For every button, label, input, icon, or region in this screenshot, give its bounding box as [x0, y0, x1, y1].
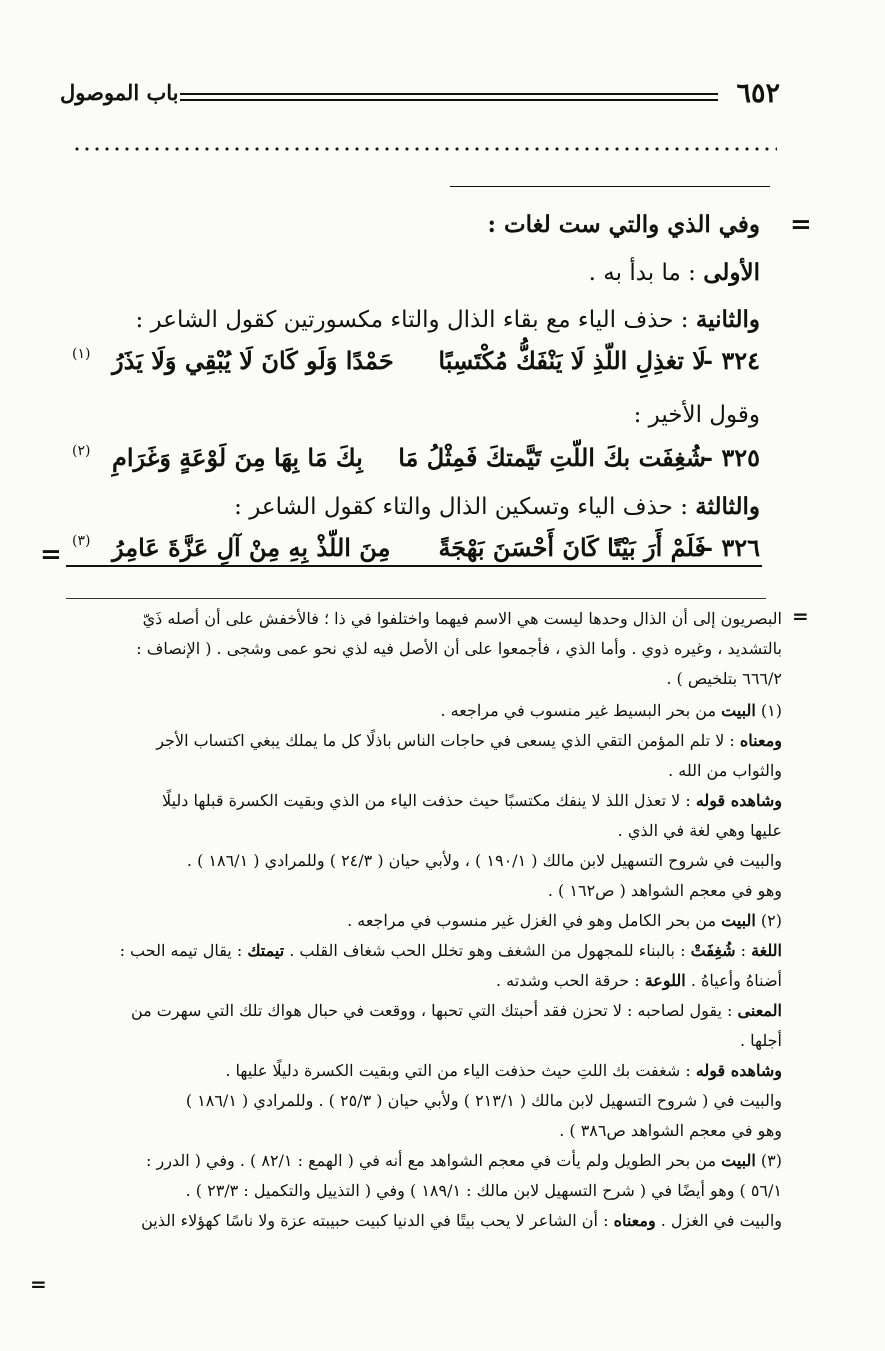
witness-lead: وشاهده قوله [695, 1061, 782, 1080]
witness-text: : شغفت بك اللتِ حيث حذفت الياء من التي وبقيت الكسرة دليلًا عليها . [225, 1061, 691, 1080]
footnote-1-witness [162, 790, 782, 812]
verse-first-hemistich: لَا تغذِلِ اللّذِ لَا يَنْفَكُّ مُكْتَسِبًا [438, 346, 706, 375]
footnote-continuation-mark-end: = [30, 1272, 47, 1296]
footnote-1-lead: البيت [721, 701, 756, 720]
lugha-lead: اللغة [751, 941, 782, 960]
continuation-mark-verse: = [40, 540, 62, 570]
footnote-ref: (٣) [72, 533, 91, 549]
footnote-line: أجلها . [739, 1031, 782, 1050]
footnote-3-line [146, 1150, 782, 1172]
meaning-text: : أن الشاعر لا يحب بيتًا في الدنيا كبيت حبيبته عزة ولا ناسًا كهؤلاء الذين [141, 1211, 609, 1230]
footnote-line: وهو في معجم الشواهد ( ص١٦٢ ) . [547, 881, 782, 900]
footnote-2-number: (٢) [760, 911, 782, 930]
continuation-mark: = [790, 210, 812, 240]
second-form-line [135, 306, 760, 333]
third-form-lead: والثالثة [695, 493, 760, 520]
footnote-3-text: من بحر الطويل ولم يأت في معجم الشواهد مع أنه في ( الهمع : ٨٢/١ ) . وفي ( الدرر : [145, 1151, 717, 1170]
law3a-text: : حرقة الحب وشدته . [495, 971, 640, 990]
footnote-3-number: (٣) [760, 1151, 782, 1170]
intro-line: وفي الذي والتي ست لغات : [487, 211, 760, 238]
first-form-line [589, 259, 760, 286]
footnote-continuation-mark: = [792, 604, 809, 628]
footnote-ref: (٢) [72, 443, 91, 459]
lugha-word: شُغِفَتْ [690, 941, 736, 960]
footnote-3-meaning [141, 1210, 782, 1232]
verse-number: ٣٢٤ - [703, 346, 760, 375]
verse-324 [60, 346, 760, 390]
verse-325 [60, 443, 760, 487]
lugha-sep: : [735, 941, 746, 960]
verse-number: ٣٢٥ - [703, 443, 760, 472]
tayam-word: تيمتك [247, 941, 285, 960]
verse-first-hemistich: شُغِفَت بكَ اللّتِ تَيَّمتكَ فَمِثْلُ مَا [398, 443, 706, 472]
page-header [60, 78, 780, 114]
continuation-rule [450, 186, 770, 187]
meaning-text: : يقول لصاحبه : لا تحزن فقد أحبتك التي تحبها ، ووقعت في حبال هواك تلك التي سهرت من [130, 1001, 733, 1020]
adnah-text: أضناهُ وأعياهُ . [685, 971, 782, 990]
footnote-2-adnah [496, 970, 782, 992]
last-intro-line: وقول الأخير : [633, 402, 760, 428]
verse-number: ٣٢٦ - [703, 533, 760, 562]
footnote-line: البصريون إلى أن الذال وحدها ليست هي الاسم فيهما واختلفوا في ذا ؛ فالأخفش على أن أصله ذَيّ [142, 609, 782, 628]
third-form-text: : حذف الياء وتسكين الذال والتاء كقول الشاعر : [234, 494, 688, 520]
witness-lead: وشاهده قوله [695, 791, 782, 810]
law3a-word: اللوعة [644, 971, 686, 990]
footnote-1-meaning [156, 730, 782, 752]
footnote-2-witness [225, 1060, 782, 1082]
meaning-text: : لا تلم المؤمن التقي الذي يسعى في حاجات الناس باذلًا كل ما يملك يبغي اكتساب الأجر [156, 731, 735, 750]
footnote-line: والبيت في ( شروح التسهيل لابن مالك ( ٢١٣/١ ) ولأبي حيان ( ٢٥/٣ ) . وللمرادي ( ١٨٦/١ ) [185, 1091, 782, 1110]
first-form-text: : ما بدأ به . [588, 260, 696, 286]
header-double-rule [180, 93, 718, 101]
verse-first-hemistich: فَلَمْ أَرَ بَيْتًا كَانَ أَحْسَنَ بَهْجَةً [438, 533, 706, 562]
verse-second-hemistich: بِكَ مَا بِهَا مِنَ لَوْعَةٍ وَغَرَامِ [112, 443, 363, 472]
footnote-3-lead: البيت [721, 1151, 756, 1170]
second-form-text: : حذف الياء مع بقاء الذال والتاء مكسورتين كقول الشاعر : [135, 307, 689, 333]
footnote-1-line [441, 700, 783, 722]
footnote-line: ٦٦٦/٢ بتلخيص ) . [666, 669, 782, 688]
footnote-line: والبيت في شروح التسهيل لابن مالك ( ١٩٠/١ ) ، ولأبي حيان ( ٢٤/٣ ) وللمرادي ( ١٨٦/١ ) . [186, 851, 782, 870]
footnote-line: وهو في معجم الشواهد ص٣٨٦ ) . [559, 1121, 782, 1140]
lugha-text: : بالبناء للمجهول من الشغف وهو تخلل الحب شغاف القلب . [284, 941, 686, 960]
verse-second-hemistich: حَمْدًا وَلَو كَانَ لَا يُبْقِي وَلَا يَذَرُ [112, 346, 394, 375]
chapter-title: باب الموصول [60, 80, 179, 105]
footnote-separator [66, 598, 766, 599]
footnote-ref: (١) [72, 346, 91, 362]
footnote-line: بالتشديد ، وغيره ذوي . وأما الذي ، فأجمعوا على أن الأصل فيه لذي نحو عمى وشجى . ( الإنصاف : [136, 639, 782, 658]
footnote-1-number: (١) [760, 701, 782, 720]
footnote-2-meaning [131, 1000, 782, 1022]
footnote-2-text: من بحر الكامل وهو في الغزل غير منسوب في مراجعه . [347, 911, 717, 930]
verse-326 [60, 533, 760, 577]
second-form-lead: والثانية [695, 306, 760, 333]
dotted-separator [72, 146, 777, 152]
verse-second-hemistich: مِنَ اللّذْ بِهِ مِنْ آلِ عَزَّةَ عَامِرُ [112, 533, 391, 562]
footnote-line: والثواب من الله . [668, 761, 782, 780]
footnote-1-text: من بحر البسيط غير منسوب في مراجعه . [440, 701, 717, 720]
footnote-2-lead: البيت [721, 911, 756, 930]
footnote-3-ghazal: والبيت في الغزل . [655, 1211, 782, 1230]
witness-text: : لا تعذل اللذ لا ينفك مكتسبًا حيث حذفت الياء من الذي وبقيت الكسرة قبلها دليلًا [162, 791, 691, 810]
footnote-2-line [347, 910, 782, 932]
meaning-lead: ومعناه [739, 731, 782, 750]
page-number: ٦٥٢ [736, 78, 780, 109]
footnote-2-lugha [120, 940, 782, 962]
third-form-line [234, 493, 760, 520]
first-form-lead: الأولى [703, 259, 760, 286]
tayam-text: : يقال تيمه الحب : [119, 941, 243, 960]
verse-underline [66, 565, 762, 567]
meaning-lead: المعنى [737, 1001, 782, 1020]
footnote-line: عليها وهي لغة في الذي . [617, 821, 782, 840]
meaning-lead: ومعناه [613, 1211, 656, 1230]
footnote-line: ٥٦/١ ) وهو أيضًا في ( شرح التسهيل لابن مالك : ١٨٩/١ ) وفي ( التذييل والتكميل : ٢٣/٣ ) . [185, 1181, 782, 1200]
